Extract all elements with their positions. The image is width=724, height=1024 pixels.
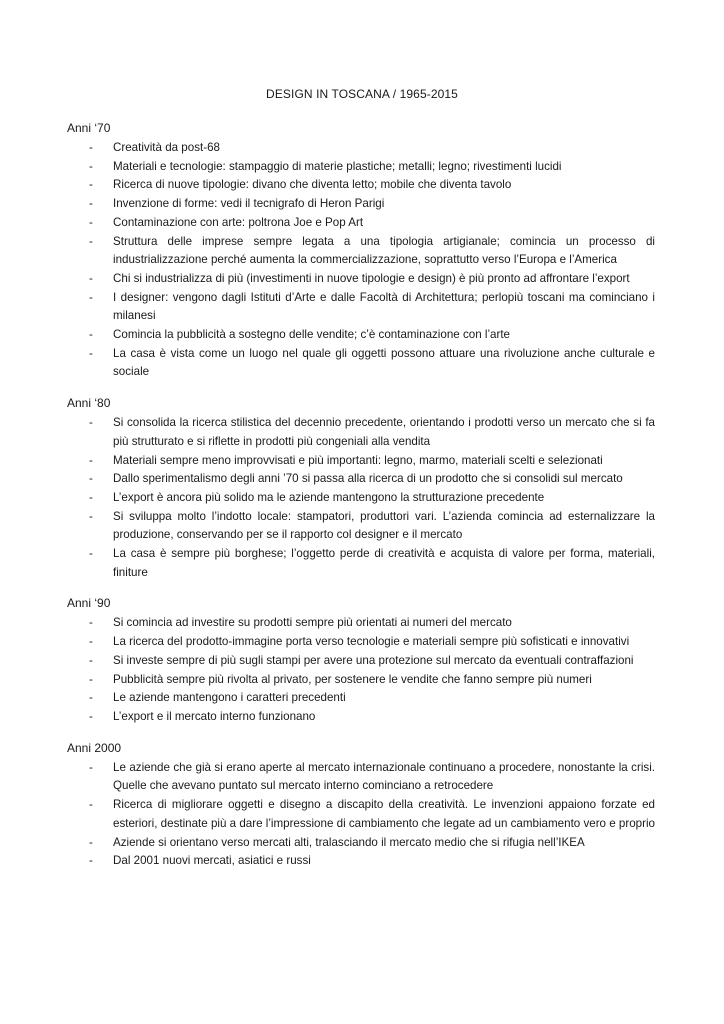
list-item-text: I designer: vengono dagli Istituti d’Arte e dalle Facoltà di Architettura; perlopiù toscani ma cominciano i milanesi bbox=[113, 290, 655, 323]
document-title: DESIGN IN TOSCANA / 1965-2015 bbox=[266, 87, 458, 101]
dash-bullet-icon: - bbox=[89, 141, 93, 154]
list-item bbox=[67, 652, 655, 671]
dash-bullet-icon: - bbox=[89, 691, 93, 705]
list-item bbox=[67, 708, 655, 727]
list-item-text: Le aziende mantengono i caratteri precedenti bbox=[113, 691, 346, 705]
list-item-text: La casa è vista come un luogo nel quale gli oggetti possono attuare una rivoluzione anche culturale e sociale bbox=[113, 346, 655, 379]
dash-bullet-icon: - bbox=[89, 215, 93, 229]
list-item-text: Aziende si orientano verso mercati alti, tralasciando il mercato medio che si rifugia nell’IKEA bbox=[113, 835, 585, 849]
section bbox=[67, 395, 655, 582]
list-item-text: Invenzione di forme: vedi il tecnigrafo di Heron Parigi bbox=[113, 197, 385, 211]
list-item-text: L’export è ancora più solido ma le aziende mantengono la strutturazione precedente bbox=[113, 490, 545, 504]
list-item bbox=[67, 158, 655, 177]
list-item-text: Dallo sperimentalismo degli anni ’70 si passa alla ricerca di un prodotto che si consolidi sul mercato bbox=[113, 472, 623, 486]
dash-bullet-icon: - bbox=[89, 547, 93, 561]
list-item bbox=[67, 176, 655, 195]
list-item bbox=[67, 414, 655, 451]
list-item-text: Struttura delle imprese sempre legata a una tipologia artigianale; comincia un processo di industrializzazione perché aumenta la commercializzazione, soprattutto verso l’Europa e l’America bbox=[113, 234, 655, 267]
list-item bbox=[67, 671, 655, 690]
dash-bullet-icon: - bbox=[89, 509, 93, 523]
bullet-list bbox=[67, 614, 655, 726]
list-item-text: Si sviluppa molto l’indotto locale: stampatori, produttori vari. L’azienda comincia ad esternalizzare la produzione, conservando per se il rapporto col designer e il mercato bbox=[113, 509, 655, 542]
section-heading: Anni 2000 bbox=[67, 740, 122, 755]
list-item bbox=[67, 345, 655, 382]
dash-bullet-icon: - bbox=[89, 760, 93, 774]
list-item-text: Le aziende che già si erano aperte al mercato internazionale continuano a procedere, nonostante la crisi. Quelle che avevano puntato sul mercato interno cominciano a retrocedere bbox=[113, 760, 655, 793]
dash-bullet-icon: - bbox=[89, 635, 93, 649]
list-item bbox=[67, 289, 655, 326]
list-item bbox=[67, 614, 655, 633]
list-item-text: Ricerca di migliorare oggetti e disegno a discapito della creatività. Le invenzioni appaiono forzate ed esteriori, destinate più a dare l’impressione di cambiamento che legate ad un cambiamento vero e proprio bbox=[113, 798, 655, 830]
dash-bullet-icon: - bbox=[89, 159, 93, 173]
list-item bbox=[67, 470, 655, 489]
dash-bullet-icon: - bbox=[89, 453, 93, 467]
list-item bbox=[67, 139, 655, 158]
dash-bullet-icon: - bbox=[89, 490, 93, 504]
list-item bbox=[67, 214, 655, 233]
section-heading: Anni ‘80 bbox=[67, 396, 111, 411]
list-item bbox=[67, 796, 655, 833]
bullet-list bbox=[67, 759, 655, 871]
list-item-text: Si consolida la ricerca stilistica del decennio precedente, orientando i prodotti verso un mercato che si fa più strutturato e si riflette in prodotti più congeniali alla vendita bbox=[113, 416, 655, 448]
list-item bbox=[67, 195, 655, 214]
list-item-text: Ricerca di nuove tipologie: divano che diventa letto; mobile che diventa tavolo bbox=[113, 178, 512, 192]
list-item-text: Materiali e tecnologie: stampaggio di materie plastiche; metalli; legno; rivestimenti lucidi bbox=[113, 159, 562, 173]
dash-bullet-icon: - bbox=[89, 271, 93, 285]
list-item bbox=[67, 452, 655, 471]
dash-bullet-icon: - bbox=[89, 178, 93, 192]
dash-bullet-icon: - bbox=[89, 472, 93, 486]
list-item-text: Si comincia ad investire su prodotti sempre più orientati ai numeri del mercato bbox=[113, 616, 512, 630]
list-item-text: Pubblicità sempre più rivolta al privato, per sostenere le vendite che fanno sempre più numeri bbox=[113, 672, 592, 686]
list-item-text: Comincia la pubblicità a sostegno delle vendite; c’è contaminazione con l’arte bbox=[113, 328, 510, 342]
list-item bbox=[67, 233, 655, 270]
section bbox=[67, 595, 655, 726]
bullet-list bbox=[67, 414, 655, 582]
dash-bullet-icon: - bbox=[89, 416, 93, 430]
dash-bullet-icon: - bbox=[89, 835, 93, 849]
dash-bullet-icon: - bbox=[89, 798, 93, 812]
list-item-text: Si investe sempre di più sugli stampi per avere una protezione sul mercato da eventuali contraffazioni bbox=[113, 653, 634, 667]
dash-bullet-icon: - bbox=[89, 854, 93, 868]
dash-bullet-icon: - bbox=[89, 709, 93, 723]
list-item-text: Chi si industrializza di più (investimenti in nuove tipologie e design) è più pronto ad affrontare l’export bbox=[113, 271, 630, 285]
list-item-text: La ricerca del prodotto-immagine porta verso tecnologie e materiali sempre più sofisticati e innovativi bbox=[113, 635, 630, 649]
list-item-text: Materiali sempre meno improvvisati e più importanti: legno, marmo, materiali scelti e selezionati bbox=[113, 453, 603, 467]
list-item-text: La casa è sempre più borghese; l’oggetto perde di creatività e acquista di valore per forma, materiali, finiture bbox=[113, 547, 655, 579]
list-item bbox=[67, 759, 655, 796]
list-item bbox=[67, 270, 655, 289]
dash-bullet-icon: - bbox=[89, 672, 93, 686]
list-item-text: Creatività da post-68 bbox=[113, 141, 220, 154]
list-item bbox=[67, 852, 655, 871]
list-item bbox=[67, 489, 655, 508]
dash-bullet-icon: - bbox=[89, 653, 93, 667]
list-item bbox=[67, 834, 655, 853]
dash-bullet-icon: - bbox=[89, 346, 93, 360]
list-item-text: Dal 2001 nuovi mercati, asiatici e russi bbox=[113, 854, 311, 868]
list-item bbox=[67, 326, 655, 345]
section-heading: Anni ‘90 bbox=[67, 596, 111, 611]
list-item bbox=[67, 633, 655, 652]
dash-bullet-icon: - bbox=[89, 290, 93, 304]
dash-bullet-icon: - bbox=[89, 328, 93, 342]
list-item-text: Contaminazione con arte: poltrona Joe e Pop Art bbox=[113, 215, 364, 229]
dash-bullet-icon: - bbox=[89, 616, 93, 630]
list-item-text: L’export e il mercato interno funzionano bbox=[113, 709, 316, 723]
list-item bbox=[67, 545, 655, 582]
dash-bullet-icon: - bbox=[89, 234, 93, 248]
section bbox=[67, 120, 655, 382]
section-heading: Anni ‘70 bbox=[67, 121, 111, 135]
dash-bullet-icon: - bbox=[89, 197, 93, 211]
bullet-list bbox=[67, 139, 655, 382]
list-item bbox=[67, 689, 655, 708]
list-item bbox=[67, 508, 655, 545]
section bbox=[67, 740, 655, 871]
document-body bbox=[67, 120, 655, 884]
